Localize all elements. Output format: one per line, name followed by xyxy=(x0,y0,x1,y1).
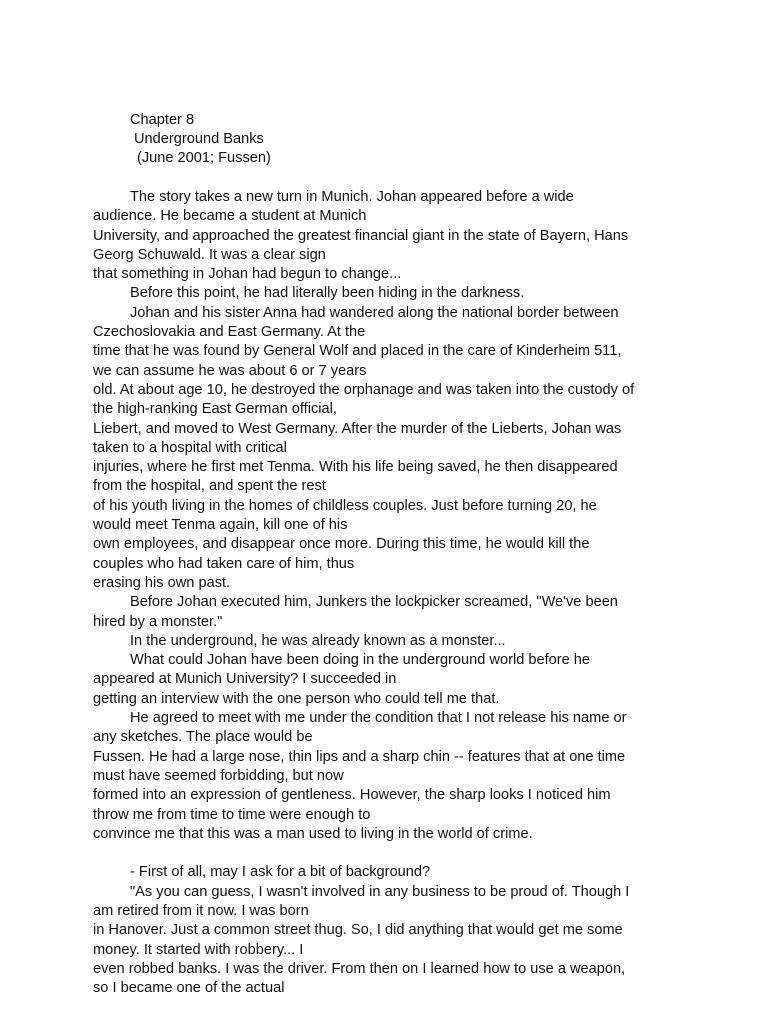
text-line: would meet Tenma again, kill one of his xyxy=(93,517,348,534)
blank-line xyxy=(93,844,733,863)
text-line: University, and approached the greatest financial giant in the state of Bayern, Hans xyxy=(93,227,629,244)
text-line: from the hospital, and spent the rest xyxy=(93,478,326,495)
chapter-title: Underground Banks xyxy=(134,130,264,147)
chapter-heading xyxy=(93,111,733,169)
text-line: appeared at Munich University? I succeeded in xyxy=(93,671,397,688)
text-line: am retired from it now. I was born xyxy=(93,902,309,919)
text-line: money. It started with robbery... I xyxy=(93,941,304,958)
text-line: throw me from time to time were enough to xyxy=(93,806,371,823)
text-line: time that he was found by General Wolf and placed in the care of Kinderheim 511, xyxy=(93,343,622,360)
text-line: He agreed to meet with me under the condition that I not release his name or xyxy=(130,710,627,727)
text-line: so I became one of the actual xyxy=(93,980,285,997)
text-line: Before this point, he had literally been hiding in the darkness. xyxy=(130,285,525,302)
text-line: Liebert, and moved to West Germany. After the murder of the Lieberts, Johan was xyxy=(93,420,622,437)
text-line: injuries, where he first met Tenma. With his life being saved, he then disappeared xyxy=(93,459,618,476)
text-line: convince me that this was a man used to living in the world of crime. xyxy=(93,825,533,842)
text-line: couples who had taken care of him, thus xyxy=(93,555,355,572)
text-line: the high-ranking East German official, xyxy=(93,401,337,418)
text-line: formed into an expression of gentleness. However, the sharp looks I noticed him xyxy=(93,787,611,804)
text-line: hired by a monster." xyxy=(93,613,223,630)
text-line: old. At about age 10, he destroyed the orphanage and was taken into the custody of xyxy=(93,381,635,398)
text-line: getting an interview with the one person who could tell me that. xyxy=(93,690,500,707)
text-line: What could Johan have been doing in the underground world before he xyxy=(130,652,591,669)
text-line: The story takes a new turn in Munich. Johan appeared before a wide xyxy=(130,189,574,205)
text-line: Czechoslovakia and East Germany. At the xyxy=(93,324,366,341)
text-line: - First of all, may I ask for a bit of background? xyxy=(130,864,431,881)
chapter-subtitle: (June 2001; Fussen) xyxy=(137,150,271,167)
text-line: even robbed banks. I was the driver. From then on I learned how to use a weapon, xyxy=(93,960,626,977)
text-line: must have seemed forbidding, but now xyxy=(93,767,344,784)
text-line: Johan and his sister Anna had wandered along the national border between xyxy=(130,304,619,321)
text-line: own employees, and disappear once more. During this time, he would kill the xyxy=(93,536,590,553)
text-line: erasing his own past. xyxy=(93,574,231,591)
text-line: that something in Johan had begun to change... xyxy=(93,266,402,283)
body-text xyxy=(93,188,733,998)
text-line: taken to a hospital with critical xyxy=(93,439,287,456)
text-line: Fussen. He had a large nose, thin lips and a sharp chin -- features that at one time xyxy=(93,748,626,765)
text-line: audience. He became a student at Munich xyxy=(93,208,367,225)
text-line: Before Johan executed him, Junkers the lockpicker screamed, "We've been xyxy=(130,594,618,611)
text-line: Georg Schuwald. It was a clear sign xyxy=(93,246,326,263)
text-line: "As you can guess, I wasn't involved in any business to be proud of. Though I xyxy=(130,883,630,900)
text-line: of his youth living in the homes of childless couples. Just before turning 20, he xyxy=(93,497,597,514)
chapter-number: Chapter 8 xyxy=(130,111,195,128)
text-line: in Hanover. Just a common street thug. So, I did anything that would get me some xyxy=(93,922,623,939)
text-line: any sketches. The place would be xyxy=(93,729,313,746)
text-line: we can assume he was about 6 or 7 years xyxy=(93,362,367,379)
text-line: In the underground, he was already known as a monster... xyxy=(130,632,506,649)
